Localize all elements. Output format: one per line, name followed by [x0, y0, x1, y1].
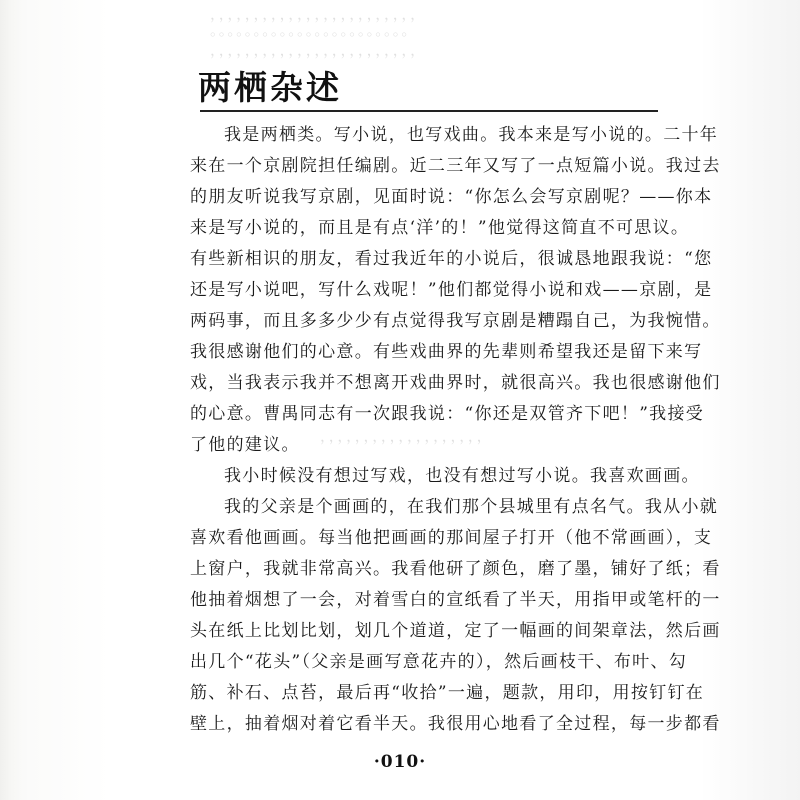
text-line: 我的父亲是个画画的，在我们那个县城里有点名气。我从小就	[224, 497, 719, 517]
body-text	[190, 120, 721, 740]
text-line: 我很感谢他们的心意。有些戏曲界的先辈则希望我还是留下来写	[190, 342, 703, 362]
text-line: 我小时候没有想过写戏，也没有想过写小说。我喜欢画画。	[224, 466, 700, 486]
text-line: 的朋友听说我写京剧，见面时说：“你怎么会写京剧呢？——你本	[190, 187, 713, 207]
text-line: 了他的建议。	[190, 435, 300, 455]
bleed-line: ，，，，，，，，，，，，，，，，，，，，，，，，	[210, 41, 427, 59]
text-line: 还是写小说吧，写什么戏呢！”他们都觉得小说和戏——京剧，是	[190, 280, 713, 300]
text-line: 我是两栖类。写小说，也写戏曲。我本来是写小说的。二十年	[224, 125, 719, 145]
page-number: ·010·	[373, 752, 427, 772]
chapter-title: 两栖杂述	[198, 68, 342, 107]
text-line: 来是写小说的，而且是有点‘洋’的！”他觉得这简直不可思议。	[190, 218, 690, 238]
bleed-line: 。。。。。。。。。。。。。。。。。。。。。。。	[210, 21, 418, 39]
text-line: 的心意。曹禺同志有一次跟我说：“你还是双管齐下吧！”我接受	[190, 404, 705, 424]
text-line: 出几个“花头”（父亲是画写意花卉的），然后画枝干、布叶、勾	[190, 652, 688, 672]
text-line: 头在纸上比划比划，划几个道道，定了一幅画的间架章法，然后画	[190, 621, 721, 641]
bleed-line: ，，，，，，，，，，，，，，，，，，，，，，，，	[210, 5, 427, 23]
text-line: 壁上，抽着烟对着它看半天。我很用心地看了全过程，每一步都看	[190, 714, 721, 734]
text-line: 筋、补石、点苔，最后再“收拾”一遍，题款，用印，用按钉钉在	[190, 683, 705, 703]
text-line: 喜欢看他画画。每当他把画画的那间屋子打开（他不常画画），支	[190, 528, 713, 548]
title-underline	[200, 110, 658, 112]
text-line: 他抽着烟想了一会，对着雪白的宣纸看了半天，用指甲或笔杆的一	[190, 590, 721, 610]
text-line: 上窗户，我就非常高兴。我看他研了颜色，磨了墨，铺好了纸；看	[190, 559, 721, 579]
text-line: 两码事，而且多多少少有点觉得我写京剧是糟蹋自己，为我惋惜。	[190, 311, 721, 331]
text-line: 戏，当我表示我并不想离开戏曲界时，就很高兴。我也很感谢他们	[190, 373, 721, 393]
text-line: 来在一个京剧院担任编剧。近二三年又写了一点短篇小说。我过去	[190, 156, 721, 176]
text-line: 有些新相识的朋友，看过我近年的小说后，很诚恳地跟我说：“您	[190, 249, 713, 269]
page-gutter-shadow	[0, 0, 22, 800]
bleed-line: ，，，，，，，，，，，，，，，，，，，	[320, 427, 493, 445]
